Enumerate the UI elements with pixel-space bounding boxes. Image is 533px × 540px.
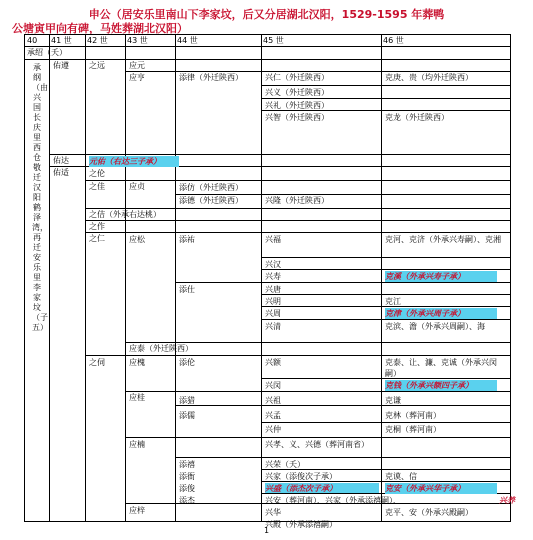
col46-0: 克庚、贵（均外迁陕西）: [385, 73, 473, 82]
col45-1: 兴义（外迁陕西）: [265, 88, 329, 97]
col45-2: 兴礼（外迁陕西）: [265, 101, 329, 110]
col45-22: 兴华: [265, 508, 281, 517]
col43-0: 应元: [129, 61, 145, 70]
col43-3: 应松: [129, 235, 145, 244]
col44-3: 添祐: [179, 235, 195, 244]
col46-6: 克谦: [385, 396, 401, 405]
col45-23: 兴殿（外承添禧嗣）: [265, 520, 337, 529]
col45-15: 兴孟: [265, 411, 281, 420]
col41-2: 佑适: [53, 168, 69, 177]
col46-7: 克林（葬河南）: [385, 411, 441, 420]
col43-2: 应贞: [129, 182, 145, 191]
col46-10: 克平、安（外承兴殿嗣）: [385, 508, 473, 517]
col44-2: 添德（外迁陕西）: [179, 196, 243, 205]
col44-4: 添仕: [179, 285, 195, 294]
header-45: 45 世: [261, 35, 381, 47]
col46-highlight-c: 克钱（外承兴额四子承）: [385, 380, 497, 391]
col43-6: 应桂: [129, 393, 145, 402]
header-43: 43 世: [125, 35, 175, 47]
col45-17: 兴孝、义、兴德（葬河南省）: [265, 440, 369, 449]
col45-16: 兴仲: [265, 425, 281, 434]
genealogy-table: [24, 34, 515, 529]
col46-1: 克龙（外迁陕西）: [385, 113, 449, 122]
col46-highlight-b: 克津（外承兴周子承）: [385, 308, 497, 319]
col45-13: 兴闵: [265, 381, 281, 390]
col46-4: 克滨、澹（外承兴周嗣）、海: [385, 322, 485, 331]
header-40: 40: [25, 35, 49, 47]
col45-3: 兴智（外迁陕西）: [265, 113, 329, 122]
col45-4: 兴隆（外迁陕西）: [265, 196, 329, 205]
col44-0: 添律（外迁陕西）: [179, 73, 243, 82]
col42-5: 之仁: [89, 234, 105, 243]
col44-6: 添猎: [179, 396, 195, 405]
col42-highlight: 元佑（右达三子承）: [89, 156, 179, 167]
col42-6: 之伺: [89, 358, 105, 367]
col41-1: 佑达: [53, 156, 69, 165]
col44-7: 添儒: [179, 411, 195, 420]
col46-3: 克江: [385, 297, 401, 306]
col44-8: 添禧: [179, 460, 195, 469]
col46-highlight-a: 克溪（外承兴寿子承）: [385, 271, 497, 282]
col42-0: 之远: [89, 61, 105, 70]
col45-6: 兴汉: [265, 260, 281, 269]
col45-21: 兴安（葬河南）、兴家（外承添禧嗣）、: [265, 496, 401, 505]
col43-1: 应亨: [129, 73, 145, 82]
col44-5: 添伦: [179, 358, 195, 367]
col45-14: 兴祖: [265, 396, 281, 405]
col46-highlight-d: 克安（外承兴华子承）: [385, 483, 497, 494]
header-42: 42 世: [85, 35, 125, 47]
col45-19: 兴家（添俊次子承）: [265, 472, 337, 481]
title-line-1: 申公（居安乐里南山下李家坟，后又分居湖北汉阳，1529-1595 年葬鸭: [88, 8, 445, 21]
header-44: 44 世: [175, 35, 261, 47]
col45-0: 兴仁（外迁陕西）: [265, 73, 329, 82]
col45-10: 兴周: [265, 309, 281, 318]
col41-0: 佑遵: [53, 61, 69, 70]
top-row-name: 承绍（夭）: [27, 48, 67, 57]
col46-2: 克河、克济（外承兴寿嗣）、克湘: [385, 235, 501, 244]
col45-18: 兴荣（夭）: [265, 460, 305, 469]
header-41: 41 世: [49, 35, 85, 47]
col44-11: 添杰: [179, 496, 195, 505]
col45-12: 兴额: [265, 358, 281, 367]
col43-8: 应梓: [129, 506, 145, 515]
col43-5: 应槐: [129, 358, 145, 367]
col40-ancestor: 承纲（由兴国长庆里西仓敬迁汉阳鹤泽湾，再迁安乐里李家坟（子五）: [32, 63, 48, 332]
header-46: 46 世: [381, 35, 510, 47]
page-number: 1: [263, 526, 270, 535]
col44-10: 添俊: [179, 484, 195, 493]
col45-highlight: 兴盛（添杰次子承）: [265, 483, 379, 494]
col44-1: 添仿（外迁陕西）: [179, 183, 243, 192]
col45-8: 兴唐: [265, 285, 281, 294]
col45-11: 兴清: [265, 322, 281, 331]
col42-3: 之佶（外承右达桃）: [89, 210, 161, 219]
col45-7: 兴寿: [265, 272, 281, 281]
col46-5: 克泰、让、濂、克诚（外承兴闵嗣）: [385, 358, 497, 378]
col46-8: 克桐（葬河南）: [385, 425, 441, 434]
col46-9: 克谟、信: [385, 472, 417, 481]
title-line-2: 公塘寅甲向有碑，马姓葬湖北汉阳）: [12, 22, 188, 35]
col43-4: 应泰（外迁陕西）: [129, 344, 193, 353]
col45-end-mark: 兴养: [499, 496, 515, 505]
page-title: [0, 8, 533, 35]
col42-1: 之伦: [89, 169, 105, 178]
col42-2: 之佳: [89, 182, 105, 191]
col43-7: 应楠: [129, 440, 145, 449]
col45-5: 兴福: [265, 235, 281, 244]
col45-9: 兴明: [265, 297, 281, 306]
col44-9: 添衙: [179, 472, 195, 481]
col42-4: 之作: [89, 222, 105, 231]
